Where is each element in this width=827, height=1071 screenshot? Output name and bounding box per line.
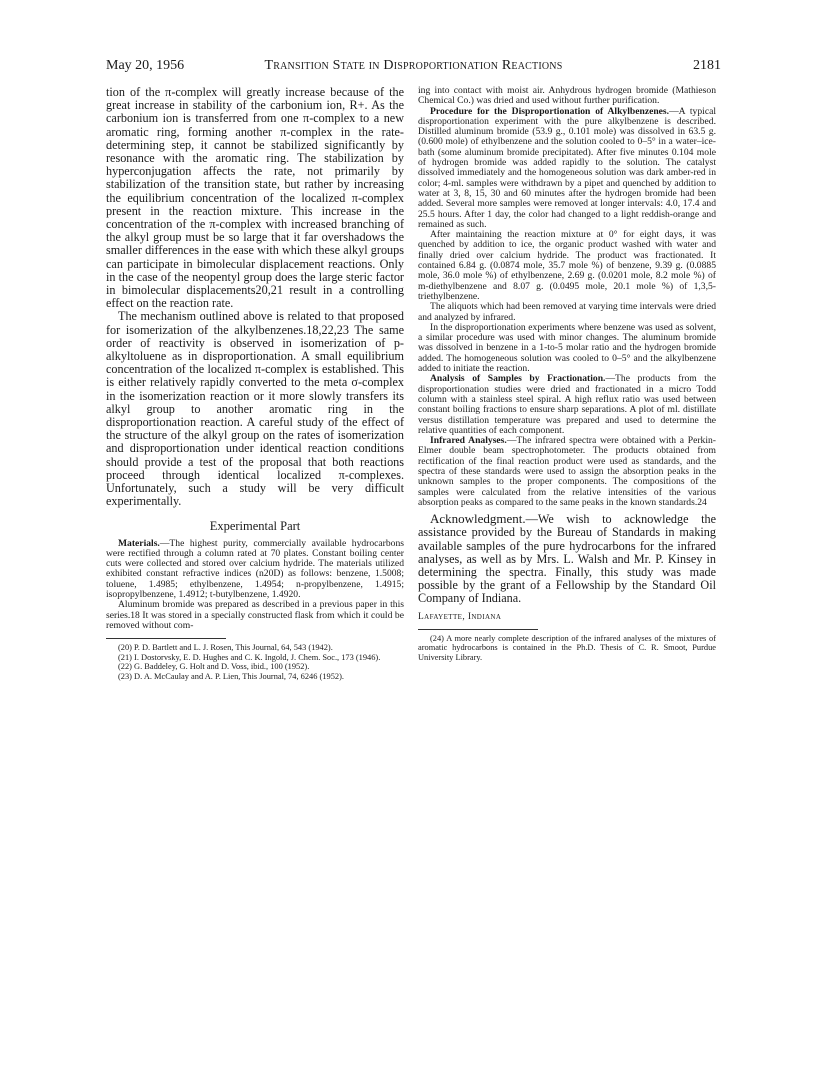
header-title: Transition State in Disproportionation Reactions [264,58,563,73]
discussion-paragraph-1: tion of the π-complex will greatly increase because of the great increase in stability of the carbonium ion, R+. As the carbonium ion is transferred from one π-complex to a new aromatic ring, forming another π-complex in the rate-determining step, it cannot be stabilized significantly by resonance with the aromatic ring. The stabilization by hyperconjugation affects the rate, not primarily by stabilization of the transition state, but rather by increasing the equilibrium concentration of the localized π-complex present in the reaction mixture. This increase in the concentration of the π-complex with increased branching of the alkyl group must be so large that it far overshadows the smaller differences in the ease with which these alkyl groups can participate in bimolecular displacement reactions. Only in the case of the neopentyl group does the large steric factor in bimolecular displacements20,21 result in a controlling effect on the reaction rate. [106,85,404,311]
footnote-24: (24) A more nearly complete description of the infrared analyses of the mixtures of aromatic hydrocarbons is contained in the Ph.D. Thesis of C. R. Smoot, Purdue University Library. [418,633,716,662]
procedure-text: —A typical disproportionation experiment with the pure alkylbenzene is described. Distilled aluminum bromide (53.9 g., 0.101 mole) was dissolved in 63.5 g. (0.600 mole) of ethylbenzene and the solution cooled to 0–5° in a water–ice-bath (some aluminum bromide precipitated). After five minutes 0.104 mole of hydrogen bromide was added rapidly to the solution. The catalyst dissolved immediately and the homogeneous solution was dark amber-red in color; 4-ml. samples were withdrawn by a pipet and quenched by addition to water at 3, 8, 15, 30 and 60 minutes after the hydrogen bromide had been added. Several more samples were removed at longer intervals: 4.0, 17.4 and 25.5 hours. After 1 day, the color had changed to a light reddish-orange and remained as such. [418,105,716,230]
materials-text: —The highest purity, commercially available hydrocarbons were rectified through a column rated at 70 plates. Constant boiling center cuts were collected and stored over calcium hydride. The materials utilized exhibited constant refractive indices (n20D) as follows: benzene, 1.5008; toluene, 1.4985; ethylbenzene, 1.4954; n-propylbenzene, 1.4915; isopropylbenzene, 1.4912; t-butylbenzene, 1.4920. [106,537,404,600]
footnote-23: (23) D. A. McCaulay and A. P. Lien, This Journal, 74, 6246 (1952). [118,671,344,681]
aliquots-paragraph: The aliquots which had been removed at varying time intervals were dried and analyzed by infrared. [418,301,716,323]
fractionation-heading: Analysis of Samples by Fractionation. [430,373,606,385]
infrared-paragraph [418,436,716,508]
footnotes-left [106,643,404,681]
footnote-21: (21) I. Dostorvsky, E. D. Hughes and C. K. Ingold, J. Chem. Soc., 173 (1946). [118,652,381,662]
left-column [106,86,404,682]
fractionation-paragraph [418,374,716,436]
header-date: May 20, 1956 [106,58,185,73]
acknowledgment-text: —We wish to acknowledge the assistance provided by the Bureau of Standards in making available samples of the pure hydrocarbons for the infrared analyses, as well as by Mrs. L. Walsh and Mr. P. Kinsey in determining the spectra. Finally, this study was made possible by the grant of a Fellowship by the Standard Oil Company of Indiana. [418,512,716,606]
materials-paragraph [106,539,404,601]
infrared-heading: Infrared Analyses. [430,435,507,447]
footnote-divider-right [418,629,538,630]
benzene-solvent-paragraph: In the disproportionation experiments where benzene was used as solvent, a similar procedure was used with minor changes. The aluminum bromide was dissolved in benzene in a 1-to-5 molar ratio and the hydrogen bromide added. The homogeneous solution was cooled to 0–5° and the alkylbenzene added to initiate the reaction. [418,321,716,375]
footnote-20: (20) P. D. Bartlett and L. J. Rosen, This Journal, 64, 543 (1942). [118,643,333,653]
right-column [418,86,716,662]
product-paragraph: After maintaining the reaction mixture at 0° for eight days, it was quenched by addition to ice, the organic product washed with water and finally dried over calcium hydride. The product was fractionated. It contained 6.84 g. (0.0874 mole, 35.7 mole %) of benzene, 9.39 g. (0.0885 mole, 36.0 mole %) of ethylbenzene, 2.69 g. (0.0201 mole, 8.2 mole %) of m-diethylbenzene and 8.07 g. (0.0495 mole, 20.1 mole %) of 1,3,5-triethylbenzene. [418,229,716,302]
running-header [106,58,721,76]
footnote-divider [106,638,226,639]
footnote-22: (22) G. Baddeley, G. Holt and D. Voss, ibid., 100 (1952). [118,662,310,672]
infrared-text: —The infrared spectra were obtained with a Perkin-Elmer double beam spectrophotometer. The products obtained from rectification of the final reaction product were used as standards, and the spectra of these standards were used to assign the absorption peaks in the unknown samples to the proper components. The compositions of the samples were calculated from the relative intensities of the various absorption peaks as compared to the same peaks in the known standards.24 [418,435,717,508]
fractionation-text: —The products from the disproportionation studies were dried and fractionated in a micro Todd column with a stainless steel spiral. A high reflux ratio was used between constant boiling fractions to ensure sharp separations. A plot of ml. distillate versus distillation temperature was prepared and used to determine the relative quantities of each component. [418,373,716,436]
procedure-heading: Procedure for the Disproportionation of Alkylbenzenes. [430,105,670,117]
affiliation: Lafayette, Indiana [418,611,502,622]
procedure-paragraph [418,107,716,231]
acknowledgment-heading: Acknowledgment. [430,511,526,527]
materials-heading: Materials. [118,537,160,549]
section-title-experimental: Experimental Part [209,518,301,533]
acknowledgment-paragraph [418,512,716,605]
page-number: 2181 [693,58,721,73]
aluminum-bromide-paragraph: Aluminum bromide was prepared as described in a previous paper in this series.18 It was stored in a specially constructed flask from which it could be removed without com- [106,599,404,631]
materials-continued: ing into contact with moist air. Anhydrous hydrogen bromide (Mathieson Chemical Co.) was dried and used without further purification. [418,85,716,107]
discussion-paragraph-2: The mechanism outlined above is related to that proposed for isomerization of the alkylbenzenes.18,22,23 The same order of reactivity is observed in isomerization of p-alkyltoluene as in disproportionation. A small equilibrium concentration of the localized π-complex is established. This is either relatively rapidly converted to the meta σ-complex in the isomerization reaction or it more slowly transfers its alkyl group to another aromatic ring in the disproportionation reaction. A careful study of the effect of the structure of the alkyl group on the rates of isomerization and disproportionation under identical reaction conditions should provide a test of the proposal that both reactions proceed through identical localized π-complexes. Unfortunately, such a study will be very difficult experimentally. [106,309,404,509]
